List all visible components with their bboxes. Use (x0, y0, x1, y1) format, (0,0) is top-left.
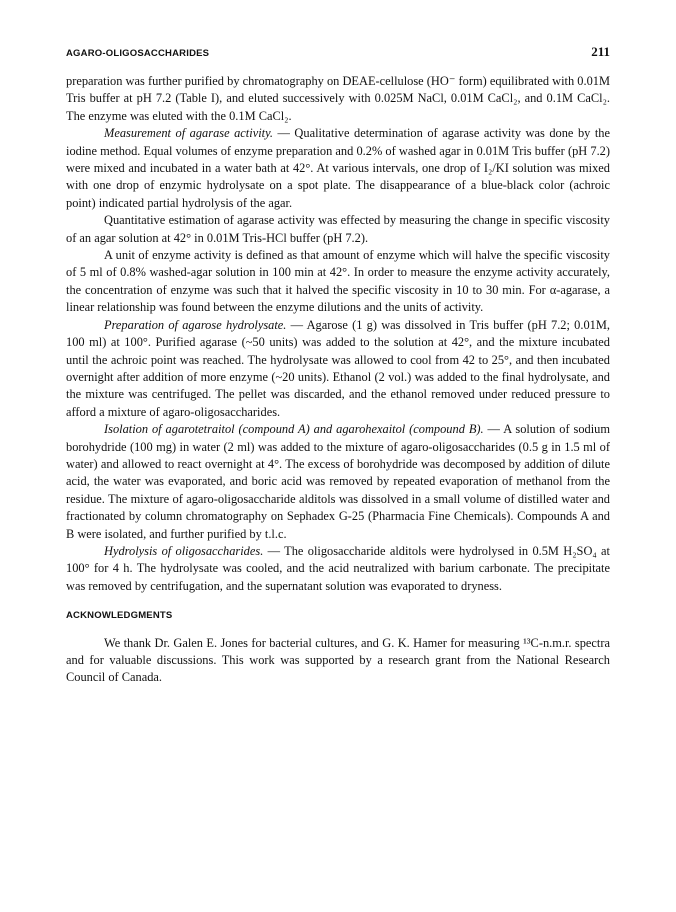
running-head: AGARO-OLIGOSACCHARIDES (66, 48, 210, 59)
page-header (66, 44, 610, 60)
paragraph-unit-definition: A unit of enzyme activity is defined as that amount of enzyme which will halve the specific viscosity of 5 ml of 0.8% washed-agar solution in 100 min at 42°. In order to measure the enzyme activity accurately, the concentration of enzyme was such that it halved the specific viscosity in 10 to 30 min. For α-agarase, a linear relationship was found between the enzyme dilutions and the units of activity. (66, 248, 610, 315)
section-title-hydrolysis: Hydrolysis of oligosaccharides. (104, 543, 264, 558)
section-title-isolation: Isolation of agarotetraitol (compound A) and agarohexaitol (compound B). (104, 422, 484, 437)
paragraph-text: — Qualitative determination of agarase activity was done by the iodine method. Equal volumes of enzyme preparation and 0.2% of washed agar in 0.01M Tris buffer (pH 7.2) were mixed and incubated in a water bath at 42°. At various intervals, one drop of I₂/KI solution was mixed with one drop of enzymic hydrolysate on a spot plate. The disappearance of a blue-black color (achroic point) indicated partial hydrolysis of the agar. (66, 126, 610, 210)
paragraph-text: — Agarose (1 g) was dissolved in Tris buffer (pH 7.2; 0.01M, 100 ml) at 100°. Purified agarase (~50 units) was added to the solution at 42°, and the mixture incubated until the achroic point was reached. The hydrolysate was allowed to cool from 42 to 25°, and then incubated overnight after addition of more enzyme (~20 units). Ethanol (2 vol.) was added to the final hydrolysate, and the mixture was centrifuged. The pellet was discarded, and the ethanol removed under reduced pressure to afford a mixture of agaro-oligosaccharides. (66, 317, 610, 419)
paragraph-agarase-activity (66, 125, 610, 212)
acknowledgments-text: We thank Dr. Galen E. Jones for bacterial cultures, and G. K. Hamer for measuring ¹³C-n.m.r. spectra and for valuable discussions. This work was supported by a research grant from the National Research Council of Canada. (66, 635, 610, 685)
section-title-agarose-hydrolysate: Preparation of agarose hydrolysate. (104, 317, 287, 332)
paragraph-text: — The oligosaccharide alditols were hydrolysed in 0.5M H₂SO₄ at 100° for 4 h. The hydrolysate was cooled, and the acid neutralized with barium carbonate. The precipitate was removed by centrifugation, and the supernatant solution was evaporated to dryness. (66, 543, 610, 593)
paragraph-enzyme-purification: preparation was further purified by chromatography on DEAE-cellulose (HO⁻ form) equilibrated with 0.01M Tris buffer at pH 7.2 (Table I), and eluted successively with 0.025M NaCl, 0.01M CaCl₂, and 0.1M CaCl₂. The enzyme was eluted with the 0.1M CaCl₂. (66, 74, 610, 123)
page-number: 211 (591, 44, 610, 59)
acknowledgments-heading: ACKNOWLEDGMENTS (66, 610, 173, 622)
paragraph-text: — A solution of sodium borohydride (100 mg) in water (2 ml) was added to the mixture of agaro-oligosaccharides (0.5 g in 1.5 ml of water) and allowed to react overnight at 4°. The excess of borohydride was decomposed by addition of dilute acid, the water was evaporated, and boric acid was removed by repeated evaporation of methanol from the residue. The mixture of agaro-oligosaccharide alditols was dissolved in a small volume of distilled water and fractionated by column chromatography on Sephadex G-25 (Pharmacia Fine Chemicals). Compounds A and B were isolated, and further purified by t.l.c. (66, 422, 610, 541)
section-title-agarase-activity: Measurement of agarase activity. (104, 126, 273, 141)
paragraph-quantitative-estimation: Quantitative estimation of agarase activity was effected by measuring the change in specific viscosity of an agar solution at 42° in 0.01M Tris-HCl buffer (pH 7.2). (66, 213, 610, 245)
article-body (66, 73, 610, 687)
paragraph-hydrolysis (66, 543, 610, 595)
paragraph-isolation (66, 421, 610, 543)
paragraph-agarose-hydrolysate (66, 317, 610, 421)
